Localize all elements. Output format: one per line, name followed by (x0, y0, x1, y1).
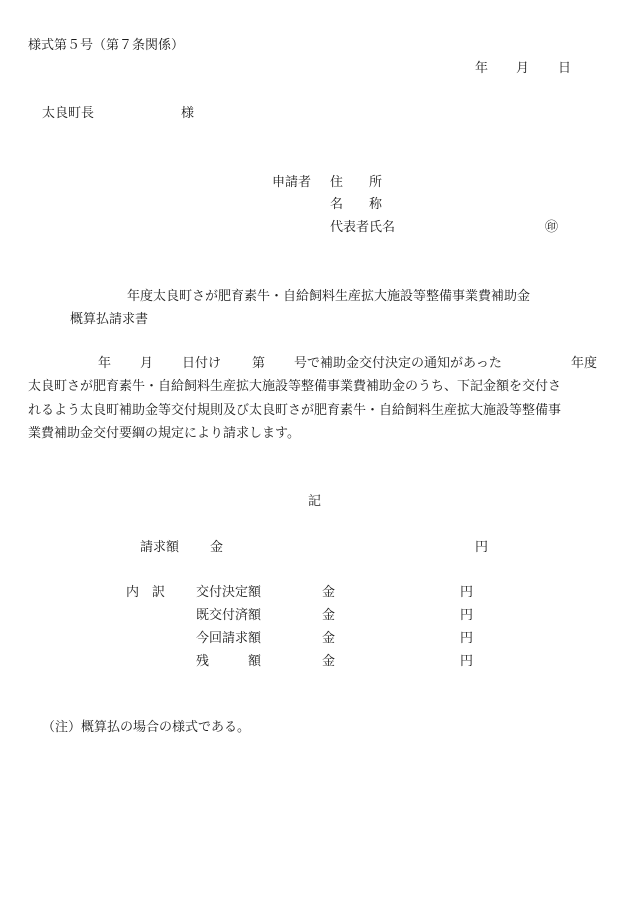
address-label: 住 所 (330, 175, 383, 190)
body-year: 年 (98, 356, 112, 371)
request-amount-yen: 円 (475, 540, 489, 555)
breakdown-row-yen: 円 (460, 654, 474, 669)
body-number-prefix: 第 (252, 356, 266, 371)
seal-mark: ㊞ (545, 220, 559, 235)
applicant-label: 申請者 (272, 175, 312, 190)
breakdown-row-label: 交付決定額 (196, 585, 262, 600)
date-day: 日 (558, 61, 572, 76)
representative-label: 代表者氏名 (330, 220, 396, 235)
breakdown-row-label: 今回請求額 (196, 631, 262, 646)
breakdown-row-yen: 円 (460, 585, 474, 600)
breakdown-label: 内 訳 (126, 585, 166, 600)
date-month: 月 (516, 61, 530, 76)
body-line-2: 太良町さが肥育素牛・自給飼料生産拡大施設等整備事業費補助金のうち、下記金額を交付さ (28, 379, 562, 394)
body-fiscal-year: 年度 (571, 356, 598, 371)
body-line-3: れるよう太良町補助金等交付規則及び太良町さが肥育素牛・自給飼料生産拡大施設等整備事 (28, 403, 562, 418)
request-amount-label: 請求額 (140, 540, 180, 555)
breakdown-row-kin: 金 (322, 608, 336, 623)
breakdown-row-label: 残 額 (196, 654, 262, 669)
name-label: 名 称 (330, 197, 383, 212)
body-notice-text: 号で補助金交付決定の通知があった (294, 356, 502, 371)
addressee-honorific: 様 (181, 106, 195, 121)
breakdown-row-kin: 金 (322, 654, 336, 669)
ki-heading: 記 (308, 494, 322, 509)
date-year: 年 (475, 61, 489, 76)
body-line-4: 業費補助金交付要綱の規定により請求します。 (28, 426, 300, 441)
body-date: 日付け (182, 356, 222, 371)
form-number: 様式第５号（第７条関係） (28, 38, 185, 53)
document-title-line1: 年度太良町さが肥育素牛・自給飼料生産拡大施設等整備事業費補助金 (127, 289, 531, 304)
breakdown-row-label: 既交付済額 (196, 608, 262, 623)
body-month: 月 (140, 356, 154, 371)
breakdown-row-yen: 円 (460, 608, 474, 623)
request-amount-kin: 金 (210, 540, 224, 555)
document-title-line2: 概算払請求書 (70, 312, 149, 327)
footnote: （注）概算払の場合の様式である。 (42, 720, 251, 735)
addressee-name: 太良町長 (42, 106, 95, 121)
breakdown-row-kin: 金 (322, 631, 336, 646)
breakdown-row-yen: 円 (460, 631, 474, 646)
breakdown-row-kin: 金 (322, 585, 336, 600)
